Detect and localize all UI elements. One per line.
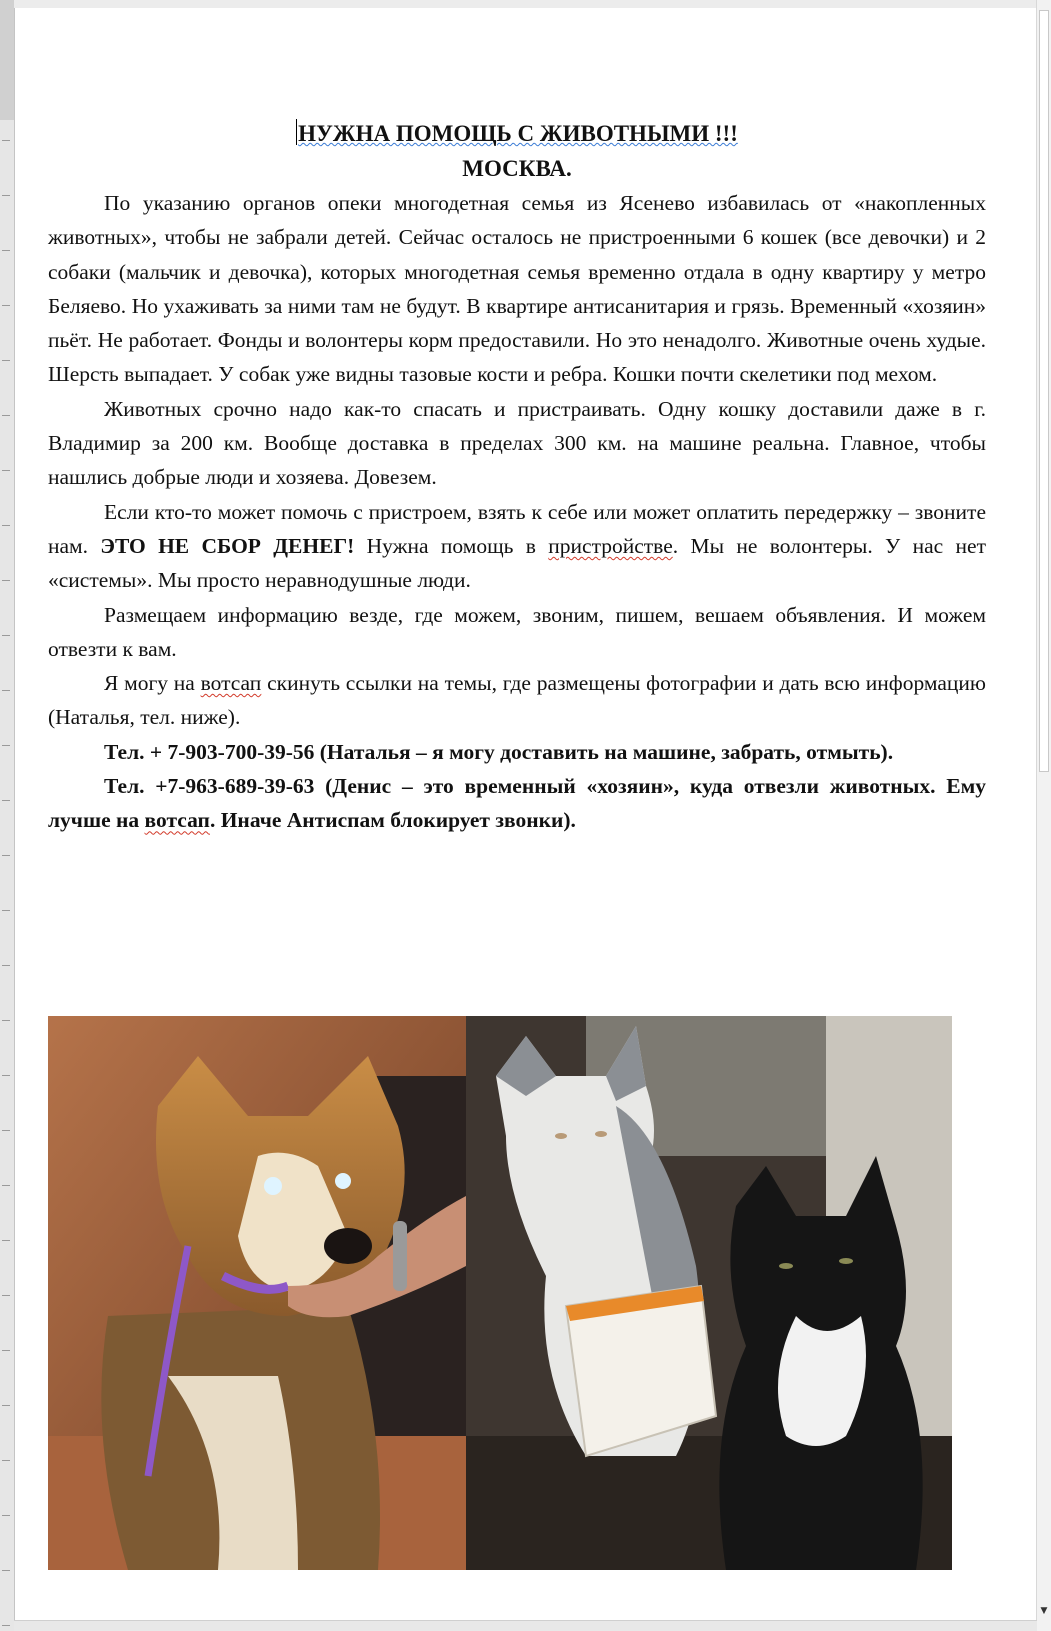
ruler-tick <box>2 1460 10 1461</box>
misspelled-word: вотсап <box>144 808 210 833</box>
ruler-tick <box>2 580 10 581</box>
ruler-tick <box>2 470 10 471</box>
ruler-tick <box>2 305 10 306</box>
paragraph-4: Размещаем информацию везде, где можем, звоним, пишем, вешаем объявления. И можем отвезти к вам. <box>48 602 986 661</box>
ruler-tick <box>2 195 10 196</box>
ruler-tick <box>2 965 10 966</box>
ruler-tick <box>2 635 10 636</box>
paragraph-5-text-a: Я могу на <box>104 671 201 696</box>
paragraph-1: По указанию органов опеки многодетная семья из Ясенево избавилась от «накопленных животных», чтобы не забрали детей. Сейчас осталось не пристроенными 6 кошек (все девочки) и 2 собаки (мальчик и девочка), которых многодетная семья временно отдала в одну квартиру у метро Беляево. Но ухаживать за ними там не будут. В квартире антисанитария и грязь. Временный «хозяин» пьёт. Не работает. Фонды и волонтеры корм предоставили. Но это ненадолго. Животные очень худые. Шерсть выпадает. У собак уже видны тазовые кости и ребра. Кошки почти скелетики под мехом. <box>48 191 986 387</box>
ruler-tick <box>2 800 10 801</box>
misspelled-word: вотсап <box>200 671 262 696</box>
scroll-down-arrow-icon[interactable]: ▼ <box>1040 1606 1048 1616</box>
ruler-tick <box>2 1185 10 1186</box>
ruler-tick <box>2 690 10 691</box>
ruler-tick <box>2 360 10 361</box>
paragraph-2: Животных срочно надо как-то спасать и пристраивать. Одну кошку доставили даже в г. Владимир за 200 км. Вообще доставка в пределах 300 км. на машине реальна. Главное, чтобы нашлись добрые люди и хозяева. Довезем. <box>48 396 986 490</box>
paragraph-3-text-c: . Мы не волонтеры. У нас нет «системы». Мы просто неравнодушные люди. <box>48 533 986 593</box>
ruler-tick <box>2 140 10 141</box>
ruler-tick <box>2 855 10 856</box>
contact-natalia: Тел. + 7-903-700-39-56 (Наталья – я могу доставить на машине, забрать, отмыть). <box>104 739 894 764</box>
paragraph-3-text-b: Нужна помощь в <box>354 533 549 558</box>
cats-photo <box>466 1016 952 1570</box>
ruler-tick <box>2 1240 10 1241</box>
horizontal-scrollbar[interactable] <box>14 1620 1037 1631</box>
contact-denis <box>48 769 986 838</box>
paragraph-5-text-b: скинуть ссылки на темы, где размещены фотографии и дать всю информацию (Наталья, тел. ниже). <box>48 671 986 730</box>
misspelled-word: пристройстве <box>548 533 673 558</box>
ruler-tick <box>2 1515 10 1516</box>
cats-illustration <box>466 1016 952 1570</box>
ruler-tick <box>2 250 10 251</box>
ruler-tick <box>2 745 10 746</box>
ruler-margin-area <box>0 0 14 120</box>
ruler-tick <box>2 1625 10 1626</box>
text-cursor <box>296 119 297 145</box>
paragraph-3 <box>48 495 986 598</box>
not-fundraising-notice: ЭТО НЕ СБОР ДЕНЕГ! <box>100 533 355 558</box>
paragraph-3-text-a: Если кто-то может помочь с пристроем, взять к себе или может оплатить передержку – звоните нам. <box>48 499 986 558</box>
vertical-ruler <box>0 0 15 1631</box>
title-line-1: НУЖНА ПОМОЩЬ С ЖИВОТНЫМИ !!! <box>298 121 738 146</box>
animal-photos <box>48 1016 952 1570</box>
top-edge <box>14 0 1037 8</box>
ruler-tick <box>2 1130 10 1131</box>
scrollbar-thumb[interactable] <box>1039 10 1049 772</box>
dog-illustration <box>48 1016 466 1570</box>
ruler-tick <box>2 1020 10 1021</box>
contact-denis-text-b: . Иначе Антиспам блокирует звонки). <box>209 808 576 833</box>
dog-photo <box>48 1016 466 1570</box>
document-page[interactable] <box>48 116 986 838</box>
ruler-tick <box>2 1075 10 1076</box>
ruler-tick <box>2 910 10 911</box>
ruler-tick <box>2 525 10 526</box>
contact-denis-text-a: Тел. +7-963-689-39-63 (Денис – это временный «хозяин», куда отвезли животных. Ему лучше на <box>48 774 986 833</box>
ruler-tick <box>2 1350 10 1351</box>
ruler-tick <box>2 1405 10 1406</box>
vertical-scrollbar[interactable] <box>1036 0 1051 1631</box>
document-title <box>48 116 986 151</box>
title-line-2: МОСКВА. <box>462 156 572 181</box>
ruler-tick <box>2 415 10 416</box>
ruler-tick <box>2 1570 10 1571</box>
paragraph-5 <box>48 666 986 735</box>
ruler-tick <box>2 1295 10 1296</box>
